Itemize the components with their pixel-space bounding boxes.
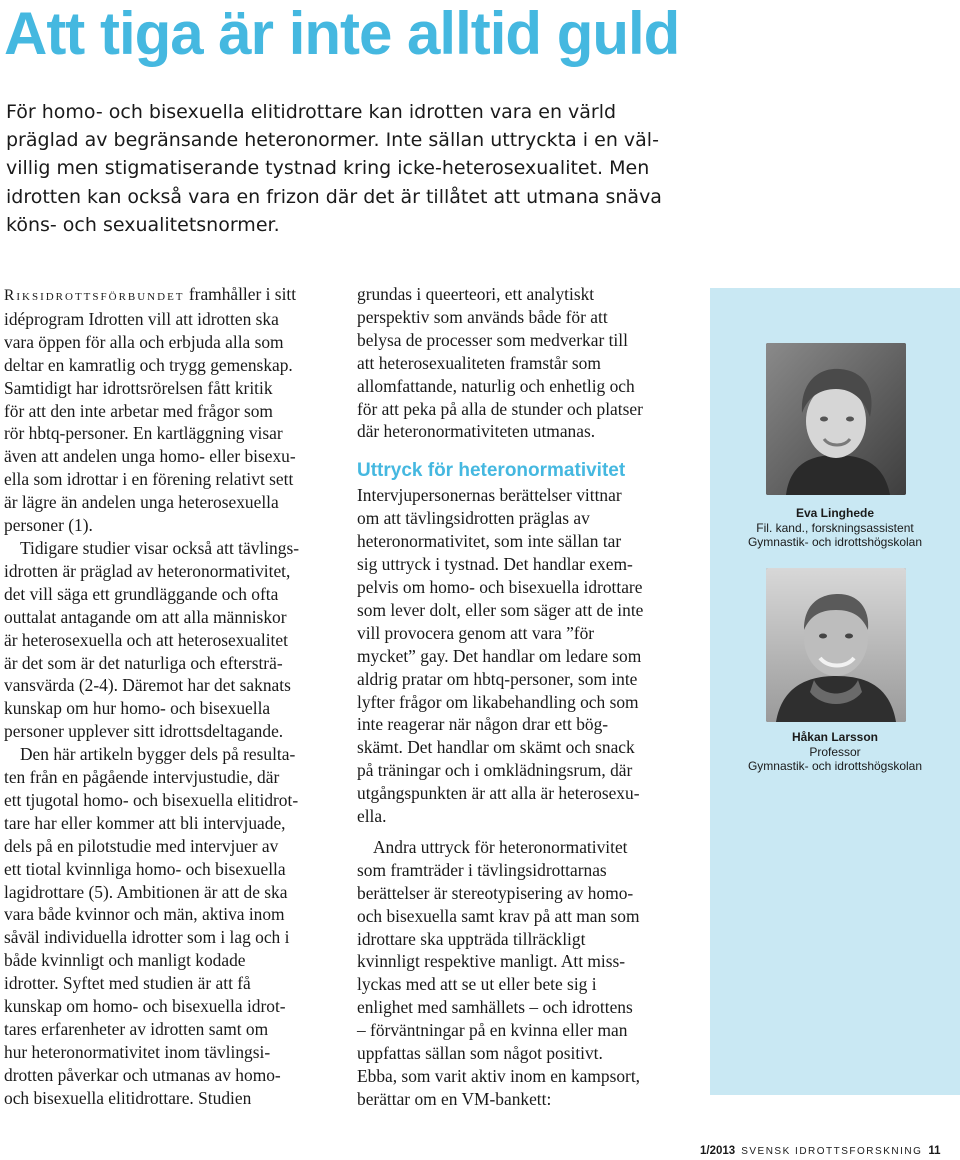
text-line: aldrig pratar om hbtq-personer, som inte: [357, 668, 638, 689]
text-line: dels på en pilotstudie med intervjuer av: [4, 835, 279, 856]
text-line: idrotter. Syftet med studien är att få: [4, 973, 251, 994]
text-line: lyckas med att se ut eller bete sig i: [357, 974, 597, 995]
magazine-name: SVENSK IDROTTSFORSKNING: [741, 1146, 923, 1157]
text-line: idéprogram Idrotten vill att idrotten ska: [4, 308, 279, 329]
section-subheading: Uttryck för heteronormativitet: [357, 460, 626, 482]
text-line: vara öppen för alla och erbjuda alla som: [4, 331, 284, 352]
text-line: är lägre än andelen unga heterosexuella: [4, 492, 279, 513]
text-line: uppfattas sällan som något positivt.: [357, 1043, 603, 1064]
text-line: såväl individuella idrotter som i lag och i: [4, 927, 290, 948]
text-line: outtalat antagande om att alla människor: [4, 606, 287, 627]
ingress-line: För homo- och bisexuella elitidrottare kan idrotten vara en värld: [6, 101, 617, 123]
text-line: Den här artikeln bygger dels på resulta-: [20, 744, 296, 765]
text-line: det vill säga ett grundläggande och ofta: [4, 583, 279, 604]
text-line: ella som idrottar i en förening relativt sett: [4, 469, 294, 490]
author-affiliation: Gymnastik- och idrottshögskolan: [747, 759, 923, 773]
text-line: skämt. Det handlar om skämt och snack: [357, 737, 635, 758]
article-title: Att tiga är inte alltid guld: [4, 0, 680, 67]
text-line: lyfter frågor om likabehandling och som: [357, 691, 639, 712]
text-line: på träningar och i omklädningsrum, där: [357, 760, 633, 781]
text-line: utgångspunkten är att alla är heterosexu-: [357, 783, 640, 804]
text-line: pelvis om homo- och bisexuella idrottare: [357, 576, 643, 597]
body-column-2: [357, 283, 687, 1111]
text-line: deltar en kamratlig och trygg gemenskap.: [4, 354, 293, 375]
text-line: inte reagerar när någon drar ett bög-: [357, 714, 609, 735]
text-line: för att peka på alla de stunder och platser: [357, 398, 643, 419]
text-line: idrotten är präglad av heteronormativitet,: [4, 560, 291, 581]
text-line: Andra uttryck för heteronormativitet: [373, 836, 628, 857]
text-line: grundas i queerteori, ett analytiskt: [357, 284, 595, 304]
ingress-line: villig men stigmatiserande tystnad kring icke-heterosexualitet. Men: [6, 157, 650, 180]
text-line: enlighet med samhällets – och idrottens: [357, 997, 633, 1018]
text-line: heteronormativitet, som inte sällan tar: [357, 531, 622, 552]
author-photo-eva-linghede: [766, 343, 906, 495]
author-affiliation: Gymnastik- och idrottshögskolan: [747, 535, 923, 549]
text-line: om att tävlingsidrotten präglas av: [357, 508, 590, 529]
text-line: vara både kvinnor och män, aktiva inom: [4, 904, 285, 925]
author-sidebar: [710, 288, 960, 1095]
paragraph-gap: [357, 828, 687, 836]
text-line: personer upplever sitt idrottsdeltagande.: [4, 721, 284, 742]
text-line: belysa de processer som medverkar till: [357, 329, 628, 350]
article-ingress: [6, 98, 706, 239]
text-line: Samtidigt har idrottsrörelsen fått kritik: [4, 377, 273, 398]
author-photo-hakan-larsson: [766, 568, 906, 722]
text-line: Ebba, som varit aktiv inom en kampsort,: [357, 1066, 641, 1086]
text-line-rest: framhåller i sitt: [184, 284, 297, 304]
text-line: mycket” gay. Det handlar om ledare som: [357, 645, 642, 666]
text-line: tare har eller kommer att bli intervjuade,: [4, 812, 286, 833]
text-line: kvinnligt respektive manligt. Att miss-: [357, 951, 626, 972]
text-line: lagidrottare (5). Ambitionen är att de ska: [4, 881, 288, 902]
text-line: kunskap om homo- och bisexuella idrot-: [4, 996, 286, 1017]
text-line: även att andelen unga homo- eller bisexu-: [4, 446, 296, 467]
portrait-man-image: [766, 568, 906, 722]
lead-word: Riksidrottsförbundet: [4, 287, 185, 304]
author-title: Professor: [809, 744, 861, 759]
text-line: – förväntningar på en kvinna eller man: [357, 1020, 628, 1041]
text-line: ett tiotal kvinnliga homo- och bisexuella: [4, 858, 286, 879]
text-line: ten från en pågående intervjustudie, där: [4, 767, 280, 788]
text-line: tares erfarenheter av idrotten samt om: [4, 1019, 269, 1039]
text-line: och bisexuella elitidrottare. Studien: [4, 1087, 252, 1108]
text-line: personer (1).: [4, 515, 93, 536]
text-line: sig uttryck i tystnad. Det handlar exem-: [357, 554, 633, 575]
text-line: Tidigare studier visar också att tävlings-: [20, 537, 300, 558]
text-line: allomfattande, naturlig och enhetlig och: [357, 375, 635, 396]
text-line: är heterosexuella och att heterosexualitet: [4, 629, 288, 650]
ingress-line: idrotten kan också vara en frizon där det är tillåtet att utmana snäva: [6, 185, 662, 208]
author-title: Fil. kand., forskningsassistent: [756, 520, 914, 535]
text-line: [4, 283, 334, 308]
text-line: där heteronormativiteten utmanas.: [357, 421, 596, 442]
issue-number: 1/2013: [700, 1145, 736, 1157]
text-line: för att den inte arbetar med frågor som: [4, 400, 273, 421]
text-line: vill provocera genom att vara ”för: [357, 622, 595, 643]
text-line: både kvinnligt och manligt kodade: [4, 950, 246, 971]
text-line: vansvärda (2-4). Däremot har det saknats: [4, 675, 291, 696]
text-line: ella.: [357, 806, 387, 827]
page-footer: [700, 1143, 941, 1160]
author-name: Håkan Larsson: [791, 730, 879, 744]
text-line: hur heteronormativitet inom tävlingsi-: [4, 1041, 271, 1062]
text-line: berättar om en VM-bankett:: [357, 1088, 552, 1109]
text-line: att heterosexualiteten framstår som: [357, 352, 601, 373]
author-caption-2: [710, 730, 960, 774]
text-line: kunskap om hur homo- och bisexuella: [4, 698, 271, 719]
text-line: rör hbtq-personer. En kartläggning visar: [4, 423, 283, 444]
text-line: drotten påverkar och utmanas av homo-: [4, 1064, 281, 1085]
text-line: som lever dolt, eller som säger att de inte: [357, 599, 644, 620]
body-column-1: [4, 283, 334, 1110]
text-line: är det som är det naturliga och eftersträ-: [4, 652, 283, 673]
text-line: som framträder i tävlingsidrottarnas: [357, 859, 607, 880]
ingress-line: präglad av begränsande heteronormer. Inte sällan uttryckta i en väl-: [6, 129, 659, 152]
text-line: berättelser är stereotypisering av homo-: [357, 882, 634, 903]
text-line: idrottare ska uppträda tillräckligt: [357, 928, 586, 949]
text-line: perspektiv som används både för att: [357, 306, 608, 327]
text-line: och bisexuella samt krav på att man som: [357, 905, 640, 926]
author-name: Eva Linghede: [795, 506, 875, 520]
text-line: Intervjupersonernas berättelser vittnar: [357, 485, 622, 506]
author-caption-1: [710, 506, 960, 550]
text-line: ett tjugotal homo- och bisexuella elitidrot-: [4, 789, 299, 810]
page-number: 11: [928, 1145, 941, 1157]
ingress-line: köns- och sexualitetsnormer.: [6, 213, 280, 236]
portrait-woman-image: [766, 343, 906, 495]
